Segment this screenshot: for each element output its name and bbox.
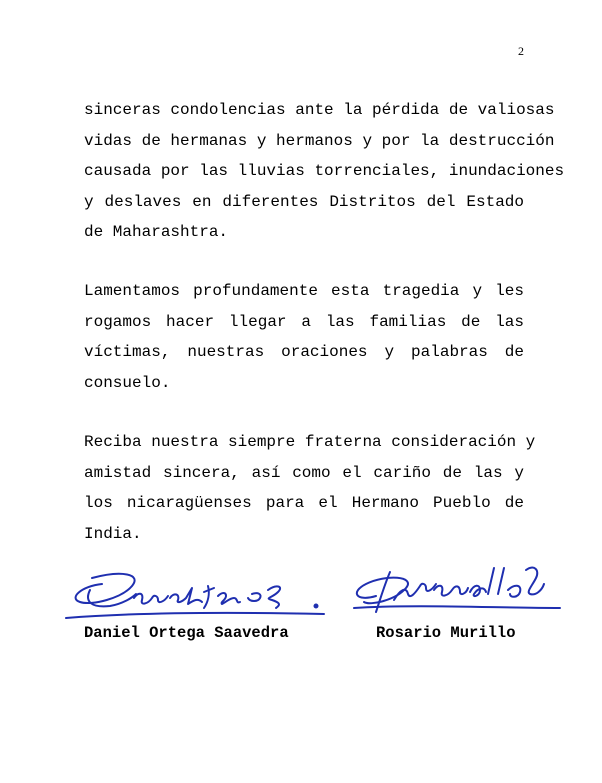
text-line: de Maharashtra. [84,223,229,241]
page-number: 2 [518,44,524,58]
text-line: víctimas, nuestras oraciones y palabras de [84,343,524,361]
signer-name: Rosario Murillo [376,624,516,642]
signer-name: Daniel Ortega Saavedra [84,624,289,642]
text-line: consuelo. [84,373,171,392]
text-line: Reciba nuestra siempre fraterna consideración y [84,433,536,451]
text-line: los nicaragüenses para el Hermano Pueblo de [84,494,524,512]
text-line: rogamos hacer llegar a las familias de las [84,312,524,331]
letter-paragraph [84,276,524,398]
text-line: Lamentamos profundamente esta tragedia y les [84,282,524,300]
text-line: causada por las lluvias torrenciales, inundaciones [84,162,565,180]
text-line: sinceras condolencias ante la pérdida de valiosas [84,101,555,119]
text-line: vidas de hermanas y hermanos y por la destrucción [84,131,555,150]
text-line: y deslaves en diferentes Distritos del Estado [84,192,524,211]
letter-paragraph [84,427,536,549]
text-line: India. [84,524,142,543]
signature-daniel-ortega [62,568,332,628]
text-line: amistad sincera, así como el cariño de las y [84,463,524,482]
letter-paragraph [84,95,565,248]
